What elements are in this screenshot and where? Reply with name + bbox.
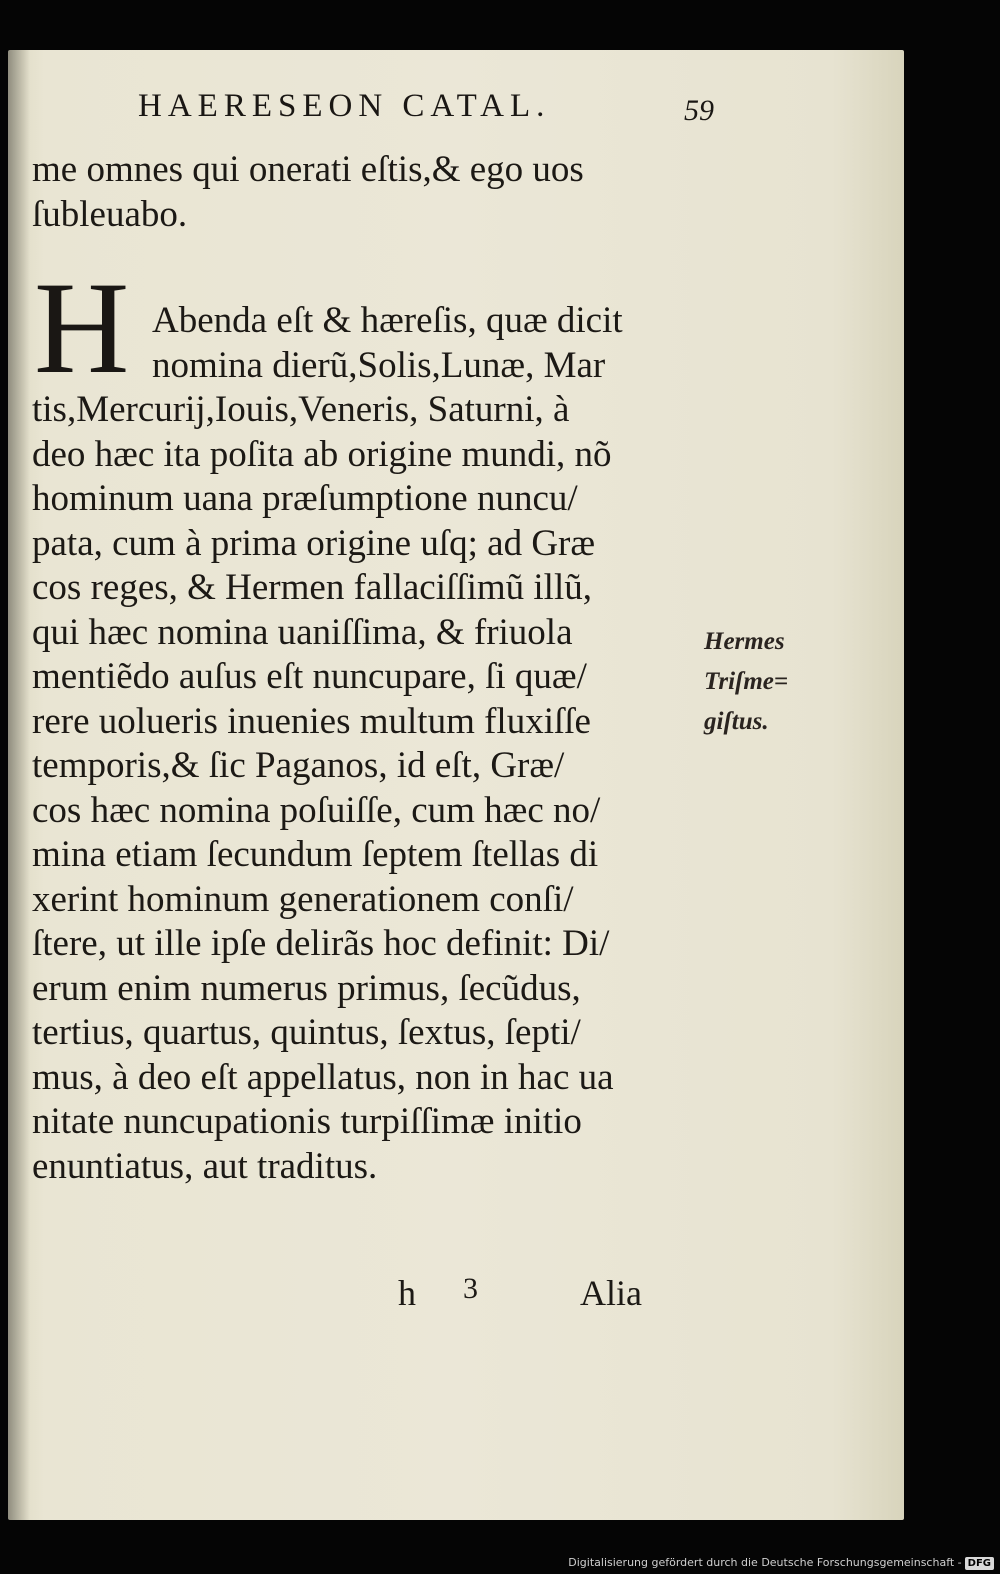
text-line: mina etiam ſecundum ſeptem ſtellas di — [32, 834, 599, 875]
marginal-note-line: Hermes — [704, 628, 785, 655]
text-line: hominum uana præſumptione nuncu/ — [32, 478, 578, 519]
text-line: rere uolueris inuenies multum fluxiſſe — [32, 700, 591, 742]
digitization-credit — [568, 1556, 994, 1570]
text-line: nitate nuncupationis turpiſſimæ initio — [32, 1101, 582, 1142]
catchword: Alia — [580, 1273, 642, 1313]
paragraph-gap — [32, 237, 712, 299]
text-line: cos hæc nomina poſuiſſe, cum hæc no/ — [32, 789, 601, 831]
text-line: deo hæc ita poſita ab origine mundi, nõ — [32, 433, 612, 475]
drop-cap: H — [34, 254, 130, 401]
book-page — [8, 50, 904, 1520]
credit-text: Digitalisierung gefördert durch die Deutsche Forschungsgemeinschaft - — [568, 1556, 962, 1569]
text-line: tertius, quartus, quintus, ſextus, ſepti/ — [32, 1012, 581, 1053]
text-line: mus, à deo eſt appellatus, non in hac ua — [32, 1056, 614, 1098]
text-line: qui hæc nomina uaniſſima, & friuola — [32, 611, 573, 653]
text-line: nomina dierũ,Solis,Lunæ, Mar — [152, 344, 606, 386]
text-line: ſubleuabo. — [32, 193, 188, 235]
text-line: pata, cum à prima origine uſq; ad Græ — [32, 522, 596, 564]
text-line: enuntiatus, aut traditus. — [32, 1145, 378, 1187]
text-line: cos reges, & Hermen fallaciſſimũ illũ, — [32, 567, 592, 608]
page-number: 59 — [684, 94, 714, 127]
text-line: Abenda eſt & hæreſis, quæ dicit — [152, 300, 623, 341]
main-text — [32, 148, 712, 1189]
text-line: tis,Mercurij,Iouis,Veneris, Saturni, à — [32, 389, 570, 430]
text-line: temporis,& ſic Paganos, id eſt, Græ/ — [32, 745, 565, 786]
marginal-note-line: Triſme= — [704, 668, 789, 695]
signature-mark: h — [398, 1273, 416, 1313]
text-line: me omnes qui onerati eſtis,& ego uos — [32, 149, 584, 190]
text-line: ſtere, ut ille ipſe delirãs hoc definit: Di/ — [32, 923, 610, 964]
signature-line — [8, 1272, 904, 1316]
marginal-note-line: giſtus. — [704, 708, 769, 735]
signature-number: 3 — [463, 1272, 478, 1305]
text-line: mentiẽdo auſus eſt nuncupare, ſi quæ/ — [32, 656, 587, 697]
marginal-note — [704, 622, 834, 742]
text-line: xerint hominum generationem conſi/ — [32, 878, 574, 920]
text-line: erum enim numerus primus, ſecũdus, — [32, 967, 581, 1009]
dfg-logo: DFG — [965, 1557, 994, 1570]
paragraph — [32, 299, 712, 1189]
running-head: HAERESEON CATAL. — [138, 88, 551, 124]
